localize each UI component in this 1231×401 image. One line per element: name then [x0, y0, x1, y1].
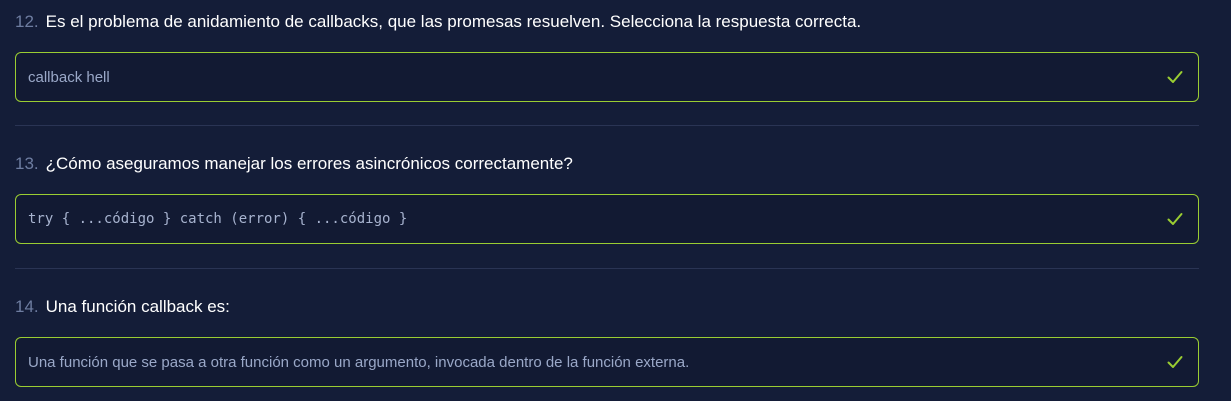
question-text: Es el problema de anidamiento de callbacks, que las promesas resuelven. Selecciona la respuesta correcta. [45, 12, 862, 31]
divider [15, 125, 1199, 126]
answer-option-selected[interactable] [15, 194, 1199, 244]
question-number: 12. [15, 12, 39, 31]
question-text: ¿Cómo aseguramos manejar los errores asincrónicos correctamente? [45, 154, 573, 173]
check-icon [1166, 353, 1184, 371]
question-number: 14. [15, 297, 39, 316]
answer-text: callback hell [28, 68, 110, 86]
question-title [15, 296, 1199, 318]
check-icon [1166, 210, 1184, 228]
divider [15, 268, 1199, 269]
answer-option-selected[interactable] [15, 337, 1199, 387]
question-title [15, 11, 1199, 33]
answer-text: try { ...código } catch (error) { ...código } [28, 211, 408, 227]
question-title [15, 153, 1199, 175]
check-icon [1166, 68, 1184, 86]
answer-option-selected[interactable] [15, 52, 1199, 102]
question-text: Una función callback es: [45, 297, 230, 316]
question-14 [15, 296, 1199, 387]
answer-text: Una función que se pasa a otra función como un argumento, invocada dentro de la función externa. [28, 353, 690, 371]
question-number: 13. [15, 154, 39, 173]
question-13 [15, 153, 1199, 244]
question-12 [15, 11, 1199, 102]
